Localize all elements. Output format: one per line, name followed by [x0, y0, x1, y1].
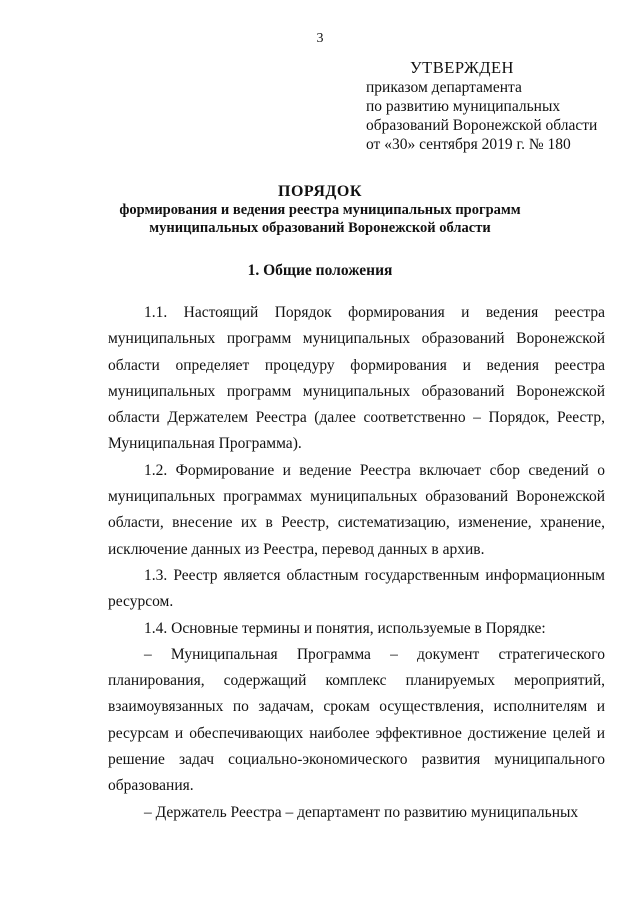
- definition-municipal-program: – Муниципальная Программа – документ стратегического планирования, содержащий комплекс планируемых мероприятий, взаимоувязанных по задачам, срокам осуществления, исполнителям и ресурсам и обеспечивающих наиболее эффективное достижение целей и решение задач социально-экономического развития муниципального образования.: [108, 645, 605, 795]
- approval-line: от «30» сентября 2019 г. № 180: [366, 136, 571, 153]
- section-heading: 1. Общие положения: [247, 262, 393, 279]
- document-subtitle-line: формирования и ведения реестра муниципальных программ: [119, 202, 521, 218]
- approval-line: образований Воронежской области: [366, 117, 598, 134]
- document-title-block: [0, 183, 640, 237]
- approval-line: приказом департамента: [366, 79, 522, 96]
- document-title: ПОРЯДОК: [278, 183, 362, 200]
- paragraph-1-3: 1.3. Реестр является областным государственным информационным ресурсом.: [108, 566, 605, 611]
- approval-line: по развитию муниципальных: [366, 98, 561, 115]
- paragraph-1-2: 1.2. Формирование и ведение Реестра включает сбор сведений о муниципальных программах муниципальных образований Воронежской области, внесение их в Реестр, систематизацию, изменение, хранение, исключение данных из Реестра, перевод данных в архив.: [108, 461, 605, 558]
- paragraph-1-1: 1.1. Настоящий Порядок формирования и ведения реестра муниципальных программ муниципальных образований Воронежской области определяет процедуру формирования и ведения реестра муниципальных программ муниципальных образований Воронежской области Держателем Реестра (далее соответственно – Порядок, Реестр, Муниципальная Программа).: [108, 304, 605, 453]
- approval-heading: УТВЕРЖДЕН: [410, 58, 514, 77]
- page-number: 3: [316, 31, 324, 46]
- paragraph-1-4: 1.4. Основные термины и понятия, используемые в Порядке:: [144, 619, 546, 637]
- approval-stamp: [366, 58, 597, 154]
- document-subtitle-line: муниципальных образований Воронежской области: [149, 220, 491, 236]
- section-body: [108, 300, 605, 826]
- definition-registry-holder: – Держатель Реестра – департамент по развитию муниципальных: [144, 803, 579, 821]
